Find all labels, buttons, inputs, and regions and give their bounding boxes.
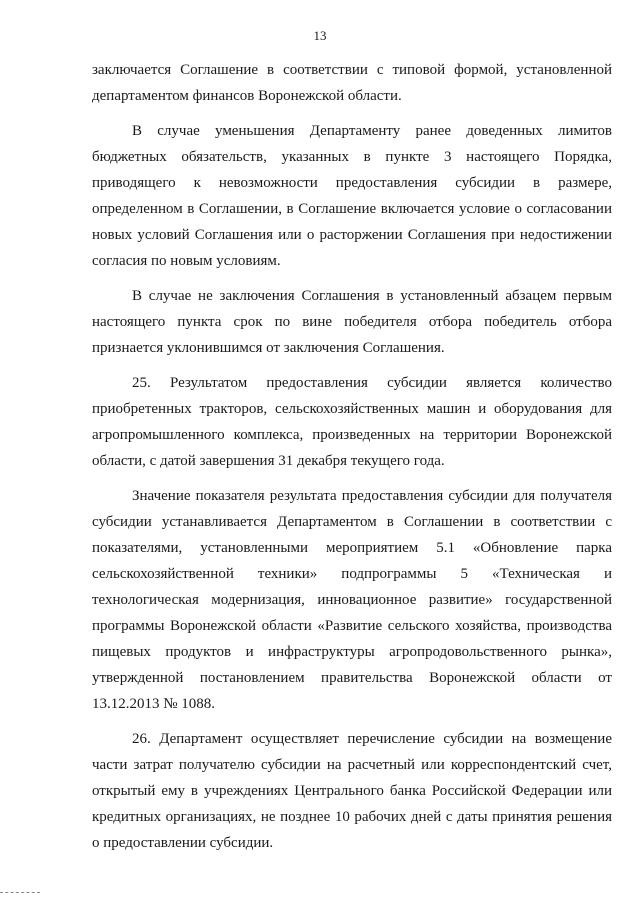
paragraph-item-25: 25. Результатом предоставления субсидии является количество приобретенных тракторов, сельскохозяйственных машин и оборудования для агропромышленного комплекса, произведенных на территории Воронежской области, с датой завершения 31 декабря текущего года. (92, 375, 612, 469)
paragraph-non-conclusion: В случае не заключения Соглашения в установленный абзацем первым настоящего пункта срок по вине победителя отбора победитель отбора признается уклонившимся от заключения Соглашения. (92, 288, 612, 356)
paragraph-agreement-form: заключается Соглашение в соответствии с типовой формой, установленной департаментом финансов Воронежской области. (92, 62, 612, 104)
paragraph-indicator-value: Значение показателя результата предоставления субсидии для получателя субсидии устанавливается Департаментом в Соглашении в соответствии с показателями, установленными мероприятием 5.1 «Обновление парка сельскохозяйственной техники» подпрограммы 5 «Техническая и технологическая модернизация, инновационное развитие» государственной программы Воронежской области «Развитие сельского хозяйства, производства пищевых продуктов и инфраструктуры агропродовольственного рынка», утвержденной постановлением правительства Воронежской области от 13.12.2013 № 1088. (92, 488, 612, 712)
paragraph-item-26: 26. Департамент осуществляет перечисление субсидии на возмещение части затрат получателю субсидии на расчетный или корреспондентский счет, открытый ему в учреждениях Центрального банка Российской Федерации или кредитных организациях, не позднее 10 рабочих дней с даты принятия решения о предоставлении субсидии. (92, 731, 612, 851)
page-edge-divider (0, 892, 40, 894)
document-body (92, 57, 612, 856)
page-number: 13 (313, 28, 327, 43)
paragraph-limits-reduction: В случае уменьшения Департаменту ранее доведенных лимитов бюджетных обязательств, указанных в пункте 3 настоящего Порядка, приводящего к невозможности предоставления субсидии в размере, определенном в Соглашении, в Соглашение включается условие о согласовании новых условий Соглашения или о расторжении Соглашения при недостижении согласия по новым условиям. (92, 123, 612, 269)
